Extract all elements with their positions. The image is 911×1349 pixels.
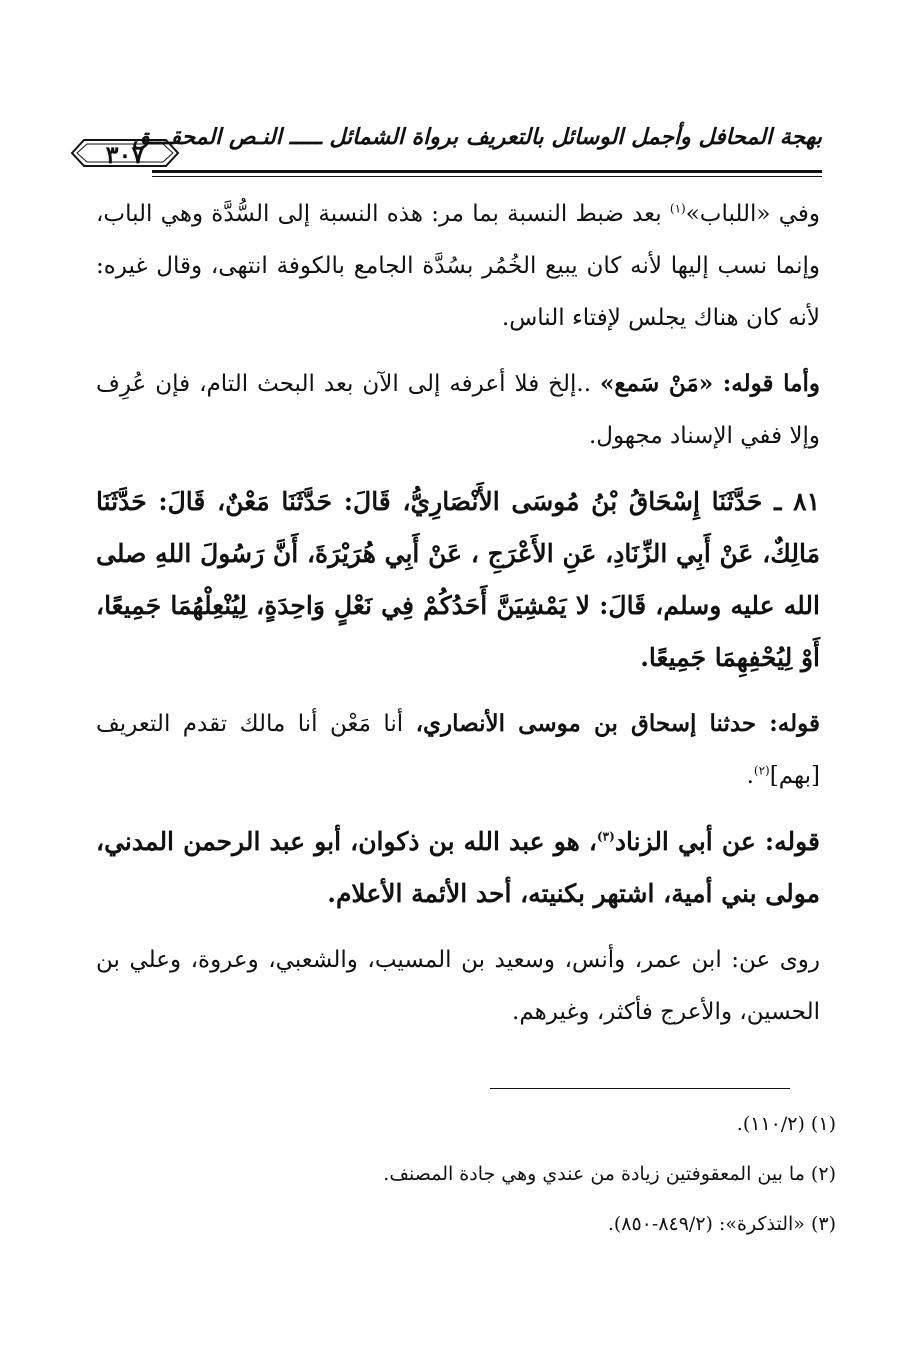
footnote-divider: [490, 1088, 790, 1089]
paragraph-text: ، هو عبد الله بن ذكوان، أبو عبد الرحمن المدني، مولى بني أمية، اشتهر بكنيته، أحد الأئمة الأعلام.: [96, 827, 820, 908]
page-number: ٣٠٧: [105, 140, 145, 169]
paragraph-man-samia: [96, 358, 820, 462]
paragraph-text: بعد ضبط النسبة بما مر: هذه النسبة إلى السُّدَّة وهي الباب، وإنما نسب إليها لأنه كان يبيع الخُمُر بسُدَّة الجامع بالكوفة انتهى، وقال غيره: لأنه كان هناك يجلس لإفتاء الناس.: [96, 201, 820, 331]
paragraph-text: ..إلخ فلا أعرفه إلى الآن بعد البحث التام، فإن عُرِف وإلا ففي الإسناد مجهول.: [96, 371, 820, 449]
footnote-ref-3: (٣): [596, 829, 615, 844]
paragraph-abu-zinad: [96, 816, 820, 920]
bold-lead: وأما قوله: «مَنْ سَمع»: [600, 370, 820, 397]
paragraph-text: أنا مَعْن أنا مالك تقدم التعريف [بهم]: [96, 711, 820, 789]
running-header: [70, 118, 822, 178]
page-body: [96, 188, 820, 1038]
footnote-ref-2: (٢): [753, 763, 770, 778]
footnotes: [96, 1106, 836, 1256]
footnote-3: (٣) «التذكرة»: (٨٤٩/٢-٨٥٠).: [607, 1213, 836, 1235]
footnote-2: (٢) ما بين المعقوفتين زيادة من عندي وهي جادة المصنف.: [383, 1163, 836, 1185]
header-rule-thin: [152, 176, 822, 177]
book-title: بهجة المحافل وأجمل الوسائل بالتعريف برواة الشمائل ـــــ النـص المحقـــق: [132, 124, 822, 150]
paragraph-lubab: [96, 188, 820, 344]
header-rule: [152, 170, 822, 173]
paragraph-ishaq: [96, 698, 820, 802]
footnote-ref-1: (١): [669, 201, 686, 216]
paragraph-narrated-from: روى عن: ابن عمر، وأنس، وسعيد بن المسيب، والشعبي، وعروة، وعلي بن الحسين، والأعرج فأكثر، وغيرهم.: [96, 947, 820, 1025]
page-number-badge: [70, 138, 180, 168]
bold-lead: قوله: عن أبي الزناد: [614, 827, 821, 856]
footnote-1: (١) (١١٠/٢).: [736, 1113, 836, 1135]
paragraph-end: .: [746, 763, 754, 789]
hadith-81: ٨١ ـ حَدَّثَنَا إِسْحَاقُ بْنُ مُوسَى الأَنْصَارِيُّ، قَالَ: حَدَّثَنَا مَعْنٌ، قَالَ: حَدَّثَنَا مَالِكٌ، عَنْ أَبِي الزِّنَادِ، عَنِ الأَعْرَجِ ، عَنْ أَبِي هُرَيْرَةَ، أَنَّ رَسُولَ اللهِ صلى الله عليه وسلم، قَالَ: لا يَمْشِيَنَّ أَحَدُكُمْ فِي نَعْلٍ وَاحِدَةٍ، لِيُنْعِلْهُمَا جَمِيعًا، أَوْ لِيُحْفِهِمَا جَمِيعًا.: [96, 487, 820, 672]
source-title: وفي «اللباب»: [685, 201, 821, 227]
bold-lead: قوله: حدثنا إسحاق بن موسى الأنصاري،: [415, 710, 820, 737]
